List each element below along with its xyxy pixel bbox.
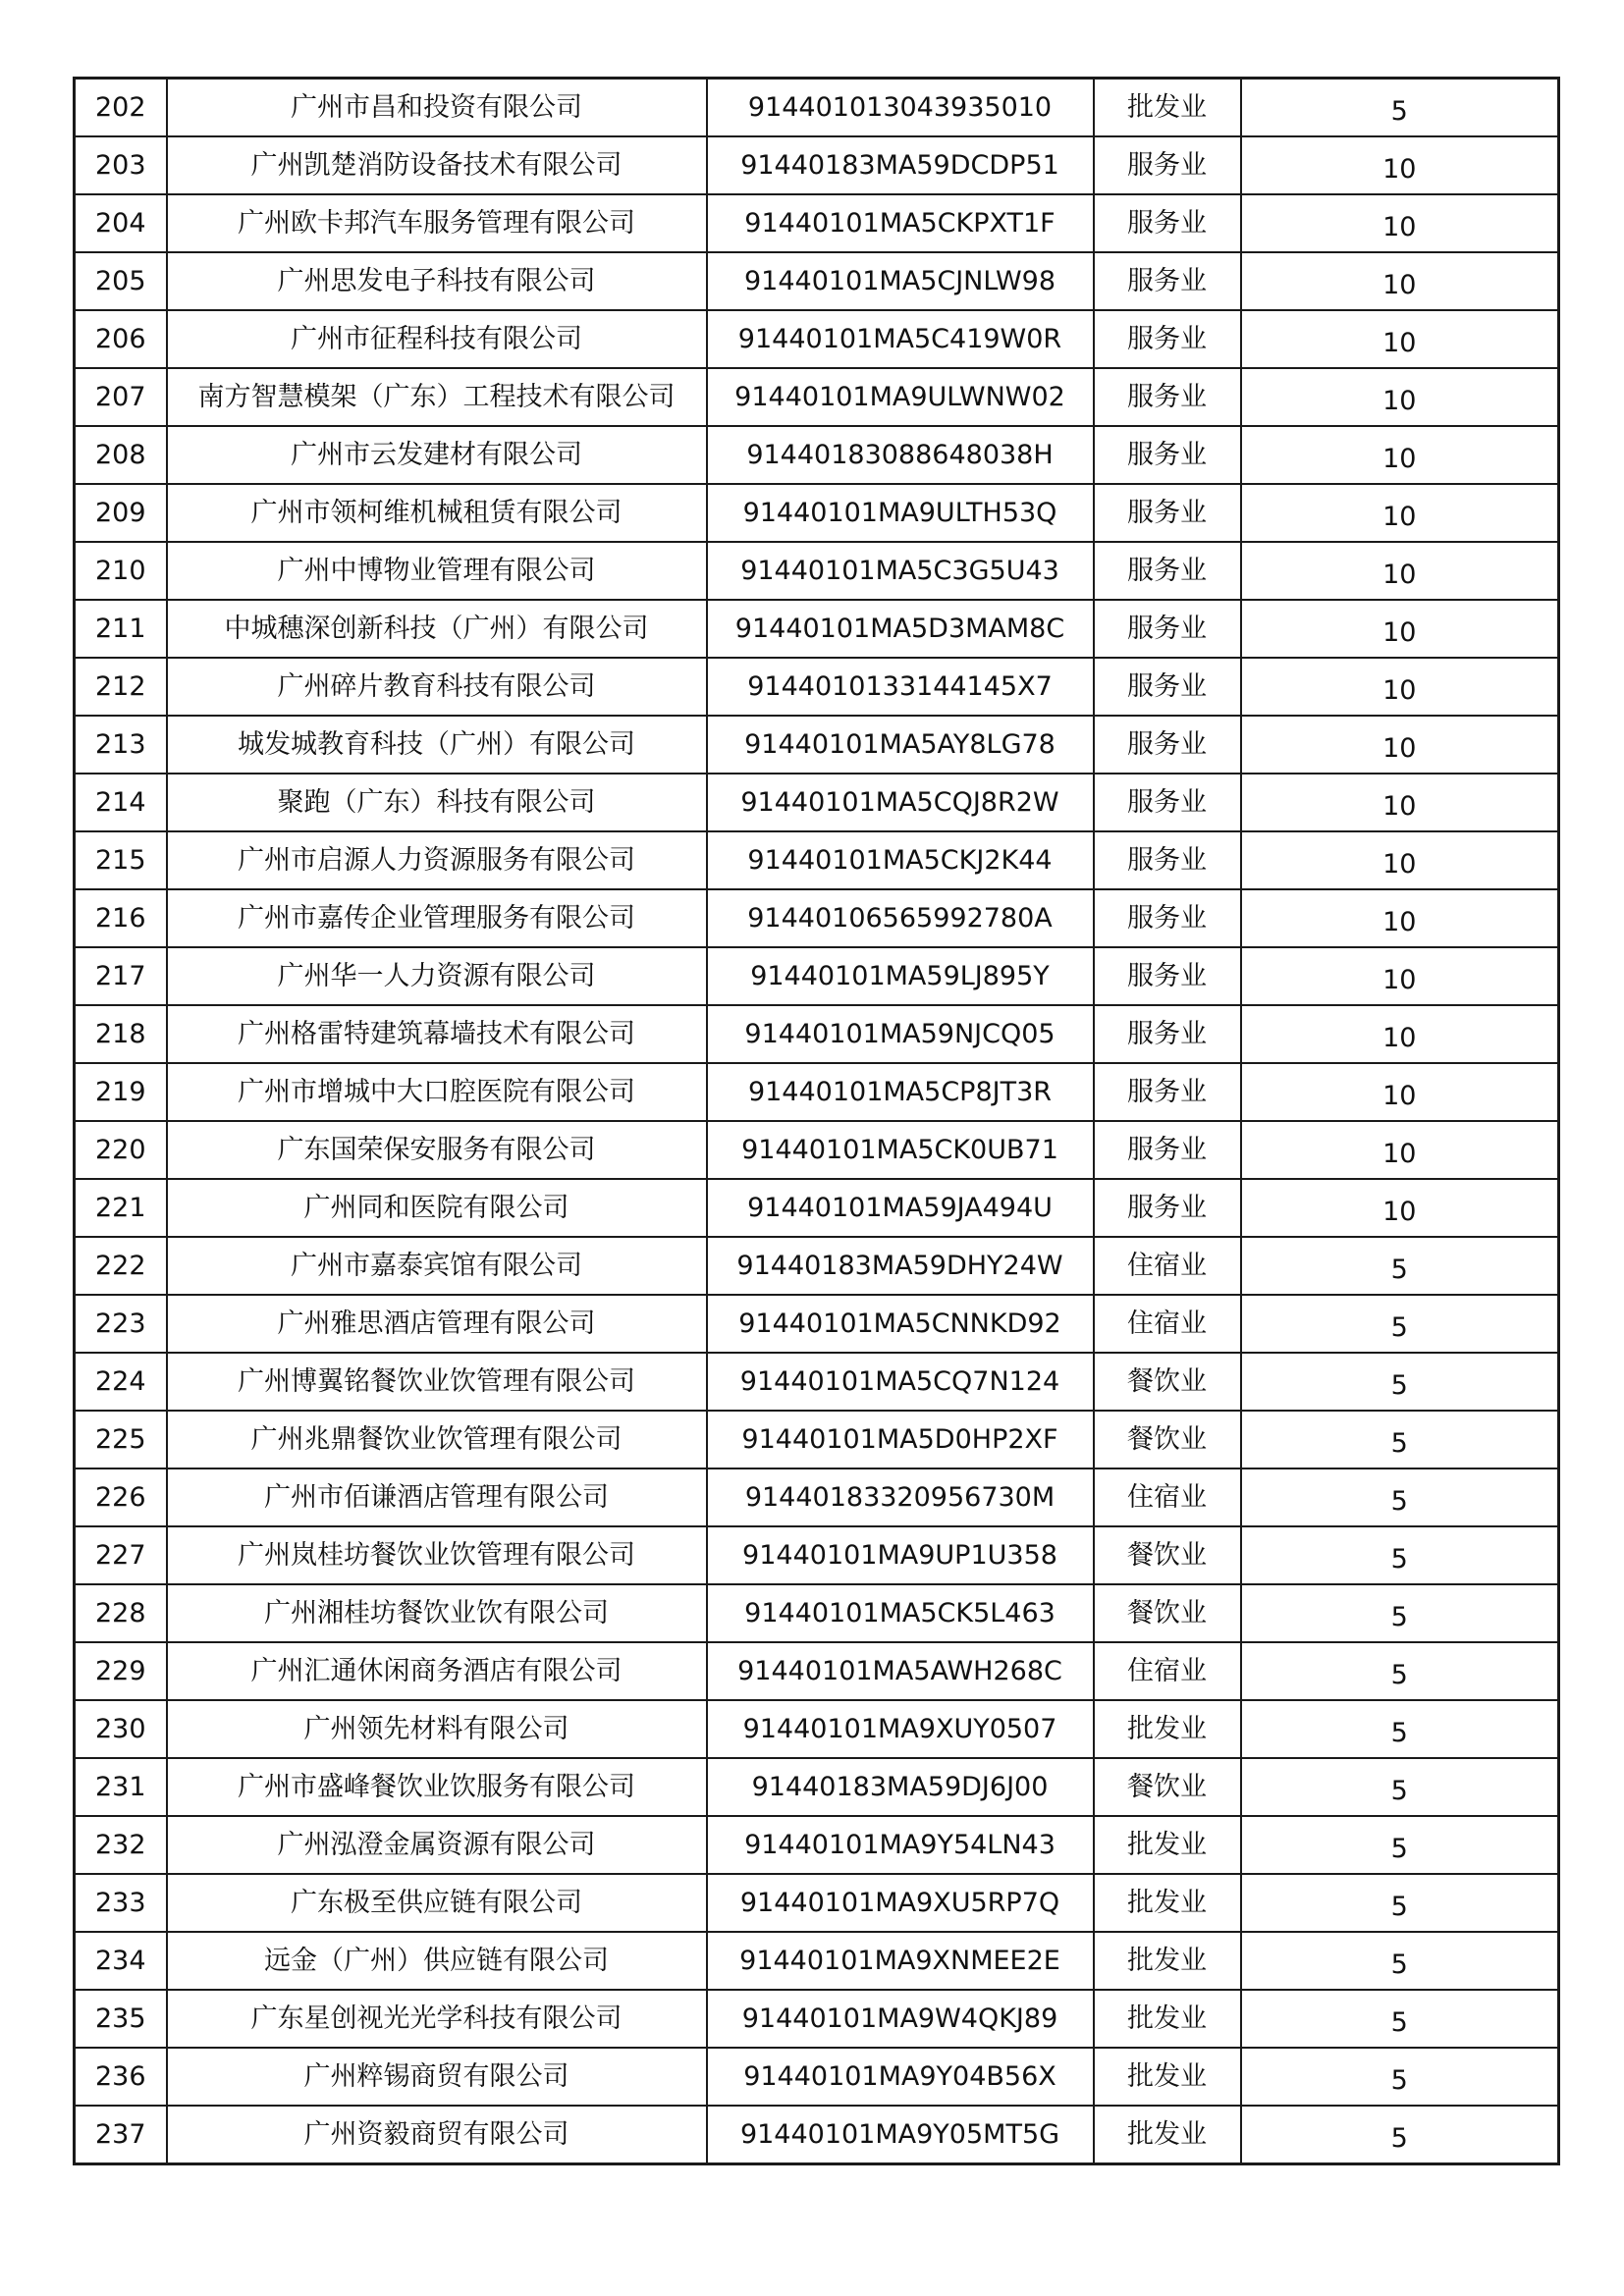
score-value: 10: [1241, 889, 1559, 947]
score-value: 5: [1241, 1584, 1559, 1642]
table-row: [75, 1816, 1559, 1874]
credit-code: 91440101MA59NJCQ05: [707, 1005, 1094, 1063]
row-number: 214: [75, 774, 167, 831]
company-name: 广州博翼铭餐饮业饮管理有限公司: [167, 1353, 707, 1411]
company-name: 广东国荣保安服务有限公司: [167, 1121, 707, 1179]
row-number: 237: [75, 2106, 167, 2164]
table-row: [75, 774, 1559, 831]
credit-code: 91440101MA5CJNLW98: [707, 252, 1094, 310]
industry-type: 服务业: [1094, 194, 1241, 252]
row-number: 221: [75, 1179, 167, 1237]
table-row: [75, 194, 1559, 252]
industry-type: 服务业: [1094, 658, 1241, 716]
credit-code: 91440101MA9UP1U358: [707, 1526, 1094, 1584]
table-row: [75, 1063, 1559, 1121]
row-number: 212: [75, 658, 167, 716]
credit-code: 91440101MA5AY8LG78: [707, 716, 1094, 774]
company-name: 广州市启源人力资源服务有限公司: [167, 831, 707, 889]
credit-code: 91440183MA59DHY24W: [707, 1237, 1094, 1295]
company-table: [73, 77, 1560, 2165]
industry-type: 服务业: [1094, 831, 1241, 889]
industry-type: 住宿业: [1094, 1237, 1241, 1295]
table-row: [75, 1990, 1559, 2048]
company-name: 聚跑（广东）科技有限公司: [167, 774, 707, 831]
company-name: 中城穗深创新科技（广州）有限公司: [167, 600, 707, 658]
industry-type: 餐饮业: [1094, 1526, 1241, 1584]
credit-code: 91440101MA5CKPXT1F: [707, 194, 1094, 252]
row-number: 217: [75, 947, 167, 1005]
row-number: 215: [75, 831, 167, 889]
score-value: 10: [1241, 1063, 1559, 1121]
row-number: 222: [75, 1237, 167, 1295]
industry-type: 服务业: [1094, 1005, 1241, 1063]
table-row: [75, 1237, 1559, 1295]
company-name: 广州市嘉泰宾馆有限公司: [167, 1237, 707, 1295]
company-name: 广州泓澄金属资源有限公司: [167, 1816, 707, 1874]
company-name: 广州欧卡邦汽车服务管理有限公司: [167, 194, 707, 252]
score-value: 5: [1241, 1353, 1559, 1411]
industry-type: 批发业: [1094, 1932, 1241, 1990]
row-number: 230: [75, 1700, 167, 1758]
row-number: 233: [75, 1874, 167, 1932]
table-row: [75, 1121, 1559, 1179]
table-row: [75, 1584, 1559, 1642]
table-row: [75, 889, 1559, 947]
credit-code: 91440101MA5AWH268C: [707, 1642, 1094, 1700]
industry-type: 餐饮业: [1094, 1411, 1241, 1468]
table-row: [75, 1179, 1559, 1237]
score-value: 10: [1241, 716, 1559, 774]
credit-code: 91440101MA9ULWNW02: [707, 368, 1094, 426]
row-number: 227: [75, 1526, 167, 1584]
table-row: [75, 79, 1559, 137]
industry-type: 批发业: [1094, 2106, 1241, 2164]
credit-code: 91440101MA5CK5L463: [707, 1584, 1094, 1642]
table-row: [75, 484, 1559, 542]
credit-code: 91440101MA5C419W0R: [707, 310, 1094, 368]
score-value: 10: [1241, 194, 1559, 252]
company-name: 广州市领柯维机械租赁有限公司: [167, 484, 707, 542]
industry-type: 服务业: [1094, 368, 1241, 426]
industry-type: 批发业: [1094, 1874, 1241, 1932]
credit-code: 91440101MA5CNNKD92: [707, 1295, 1094, 1353]
industry-type: 服务业: [1094, 1063, 1241, 1121]
credit-code: 91440183MA59DJ6J00: [707, 1758, 1094, 1816]
credit-code: 91440101MA59JA494U: [707, 1179, 1094, 1237]
row-number: 204: [75, 194, 167, 252]
industry-type: 服务业: [1094, 716, 1241, 774]
row-number: 229: [75, 1642, 167, 1700]
industry-type: 服务业: [1094, 310, 1241, 368]
table-row: [75, 947, 1559, 1005]
score-value: 5: [1241, 1295, 1559, 1353]
industry-type: 住宿业: [1094, 1642, 1241, 1700]
credit-code: 91440101MA9ULTH53Q: [707, 484, 1094, 542]
credit-code: 914401013043935010: [707, 79, 1094, 137]
industry-type: 餐饮业: [1094, 1584, 1241, 1642]
row-number: 231: [75, 1758, 167, 1816]
score-value: 5: [1241, 1758, 1559, 1816]
company-name: 广州碎片教育科技有限公司: [167, 658, 707, 716]
table-row: [75, 1468, 1559, 1526]
credit-code: 91440101MA9Y54LN43: [707, 1816, 1094, 1874]
credit-code: 91440101MA5CQJ8R2W: [707, 774, 1094, 831]
industry-type: 服务业: [1094, 484, 1241, 542]
table-row: [75, 426, 1559, 484]
credit-code: 91440101MA5C3G5U43: [707, 542, 1094, 600]
industry-type: 服务业: [1094, 136, 1241, 194]
company-name: 广州市嘉传企业管理服务有限公司: [167, 889, 707, 947]
credit-code: 91440101MA5CP8JT3R: [707, 1063, 1094, 1121]
company-name: 广州市增城中大口腔医院有限公司: [167, 1063, 707, 1121]
credit-code: 91440101MA9XU5RP7Q: [707, 1874, 1094, 1932]
industry-type: 服务业: [1094, 600, 1241, 658]
table-row: [75, 658, 1559, 716]
company-name: 广州市昌和投资有限公司: [167, 79, 707, 137]
score-value: 10: [1241, 542, 1559, 600]
credit-code: 91440183320956730M: [707, 1468, 1094, 1526]
row-number: 235: [75, 1990, 167, 2048]
company-name: 广州汇通休闲商务酒店有限公司: [167, 1642, 707, 1700]
credit-code: 91440101MA5D3MAM8C: [707, 600, 1094, 658]
industry-type: 餐饮业: [1094, 1353, 1241, 1411]
industry-type: 批发业: [1094, 79, 1241, 137]
row-number: 224: [75, 1353, 167, 1411]
table-row: [75, 600, 1559, 658]
industry-type: 餐饮业: [1094, 1758, 1241, 1816]
score-value: 10: [1241, 658, 1559, 716]
company-name: 广州凯楚消防设备技术有限公司: [167, 136, 707, 194]
score-value: 5: [1241, 1526, 1559, 1584]
score-value: 10: [1241, 774, 1559, 831]
score-value: 5: [1241, 1642, 1559, 1700]
credit-code: 91440101MA9Y04B56X: [707, 2048, 1094, 2106]
score-value: 10: [1241, 600, 1559, 658]
company-name: 广州雅思酒店管理有限公司: [167, 1295, 707, 1353]
credit-code: 91440101MA5CK0UB71: [707, 1121, 1094, 1179]
score-value: 10: [1241, 1005, 1559, 1063]
row-number: 211: [75, 600, 167, 658]
credit-code: 91440183MA59DCDP51: [707, 136, 1094, 194]
row-number: 213: [75, 716, 167, 774]
table-row: [75, 1874, 1559, 1932]
credit-code: 91440101MA9Y05MT5G: [707, 2106, 1094, 2164]
table-row: [75, 716, 1559, 774]
score-value: 10: [1241, 252, 1559, 310]
score-value: 5: [1241, 2048, 1559, 2106]
row-number: 218: [75, 1005, 167, 1063]
row-number: 236: [75, 2048, 167, 2106]
credit-code: 91440101MA5CKJ2K44: [707, 831, 1094, 889]
table-row: [75, 1005, 1559, 1063]
industry-type: 批发业: [1094, 1700, 1241, 1758]
score-value: 5: [1241, 1468, 1559, 1526]
row-number: 234: [75, 1932, 167, 1990]
score-value: 10: [1241, 484, 1559, 542]
table-row: [75, 2106, 1559, 2164]
table-body: [75, 79, 1559, 2164]
table-row: [75, 1700, 1559, 1758]
table-row: [75, 542, 1559, 600]
score-value: 10: [1241, 310, 1559, 368]
industry-type: 服务业: [1094, 1179, 1241, 1237]
table-row: [75, 1642, 1559, 1700]
row-number: 228: [75, 1584, 167, 1642]
table-row: [75, 831, 1559, 889]
table-row: [75, 1526, 1559, 1584]
industry-type: 服务业: [1094, 889, 1241, 947]
industry-type: 服务业: [1094, 774, 1241, 831]
industry-type: 批发业: [1094, 2048, 1241, 2106]
credit-code: 91440101MA5D0HP2XF: [707, 1411, 1094, 1468]
row-number: 207: [75, 368, 167, 426]
company-name: 广州领先材料有限公司: [167, 1700, 707, 1758]
row-number: 223: [75, 1295, 167, 1353]
score-value: 10: [1241, 368, 1559, 426]
score-value: 10: [1241, 1121, 1559, 1179]
credit-code: 91440101MA9W4QKJ89: [707, 1990, 1094, 2048]
row-number: 206: [75, 310, 167, 368]
credit-code: 91440101MA9XUY0507: [707, 1700, 1094, 1758]
credit-code: 9144010133144145X7: [707, 658, 1094, 716]
company-name: 广州市盛峰餐饮业饮服务有限公司: [167, 1758, 707, 1816]
company-name: 广州同和医院有限公司: [167, 1179, 707, 1237]
credit-code: 91440106565992780A: [707, 889, 1094, 947]
company-name: 广州市云发建材有限公司: [167, 426, 707, 484]
company-name: 广州湘桂坊餐饮业饮有限公司: [167, 1584, 707, 1642]
industry-type: 服务业: [1094, 947, 1241, 1005]
credit-code: 91440101MA9XNMEE2E: [707, 1932, 1094, 1990]
score-value: 5: [1241, 1816, 1559, 1874]
industry-type: 服务业: [1094, 252, 1241, 310]
row-number: 202: [75, 79, 167, 137]
company-name: 南方智慧模架（广东）工程技术有限公司: [167, 368, 707, 426]
row-number: 208: [75, 426, 167, 484]
company-name: 广州资毅商贸有限公司: [167, 2106, 707, 2164]
score-value: 10: [1241, 426, 1559, 484]
score-value: 5: [1241, 1932, 1559, 1990]
industry-type: 批发业: [1094, 1816, 1241, 1874]
industry-type: 住宿业: [1094, 1468, 1241, 1526]
row-number: 219: [75, 1063, 167, 1121]
table-row: [75, 310, 1559, 368]
credit-code: 91440101MA5CQ7N124: [707, 1353, 1094, 1411]
table-row: [75, 136, 1559, 194]
company-name: 远金（广州）供应链有限公司: [167, 1932, 707, 1990]
row-number: 220: [75, 1121, 167, 1179]
row-number: 209: [75, 484, 167, 542]
row-number: 205: [75, 252, 167, 310]
row-number: 216: [75, 889, 167, 947]
company-name: 城发城教育科技（广州）有限公司: [167, 716, 707, 774]
company-name: 广州市佰谦酒店管理有限公司: [167, 1468, 707, 1526]
company-name: 广州中博物业管理有限公司: [167, 542, 707, 600]
score-value: 5: [1241, 1700, 1559, 1758]
score-value: 10: [1241, 947, 1559, 1005]
table-row: [75, 252, 1559, 310]
table-row: [75, 1758, 1559, 1816]
industry-type: 服务业: [1094, 542, 1241, 600]
industry-type: 住宿业: [1094, 1295, 1241, 1353]
score-value: 5: [1241, 2106, 1559, 2164]
table-row: [75, 368, 1559, 426]
score-value: 5: [1241, 1874, 1559, 1932]
company-name: 广州兆鼎餐饮业饮管理有限公司: [167, 1411, 707, 1468]
score-value: 10: [1241, 1179, 1559, 1237]
credit-code: 91440101MA59LJ895Y: [707, 947, 1094, 1005]
row-number: 225: [75, 1411, 167, 1468]
company-name: 广东星创视光光学科技有限公司: [167, 1990, 707, 2048]
company-name: 广州粹锡商贸有限公司: [167, 2048, 707, 2106]
company-name: 广州华一人力资源有限公司: [167, 947, 707, 1005]
industry-type: 服务业: [1094, 426, 1241, 484]
company-name: 广州市征程科技有限公司: [167, 310, 707, 368]
score-value: 5: [1241, 1990, 1559, 2048]
score-value: 5: [1241, 1237, 1559, 1295]
score-value: 5: [1241, 79, 1559, 137]
table-row: [75, 2048, 1559, 2106]
row-number: 226: [75, 1468, 167, 1526]
score-value: 5: [1241, 1411, 1559, 1468]
table-row: [75, 1353, 1559, 1411]
row-number: 232: [75, 1816, 167, 1874]
row-number: 203: [75, 136, 167, 194]
company-name: 广州格雷特建筑幕墙技术有限公司: [167, 1005, 707, 1063]
table-row: [75, 1295, 1559, 1353]
score-value: 10: [1241, 136, 1559, 194]
company-name: 广州思发电子科技有限公司: [167, 252, 707, 310]
row-number: 210: [75, 542, 167, 600]
industry-type: 批发业: [1094, 1990, 1241, 2048]
table-row: [75, 1411, 1559, 1468]
table-row: [75, 1932, 1559, 1990]
company-name: 广东极至供应链有限公司: [167, 1874, 707, 1932]
credit-code: 91440183088648038H: [707, 426, 1094, 484]
score-value: 10: [1241, 831, 1559, 889]
industry-type: 服务业: [1094, 1121, 1241, 1179]
company-name: 广州岚桂坊餐饮业饮管理有限公司: [167, 1526, 707, 1584]
